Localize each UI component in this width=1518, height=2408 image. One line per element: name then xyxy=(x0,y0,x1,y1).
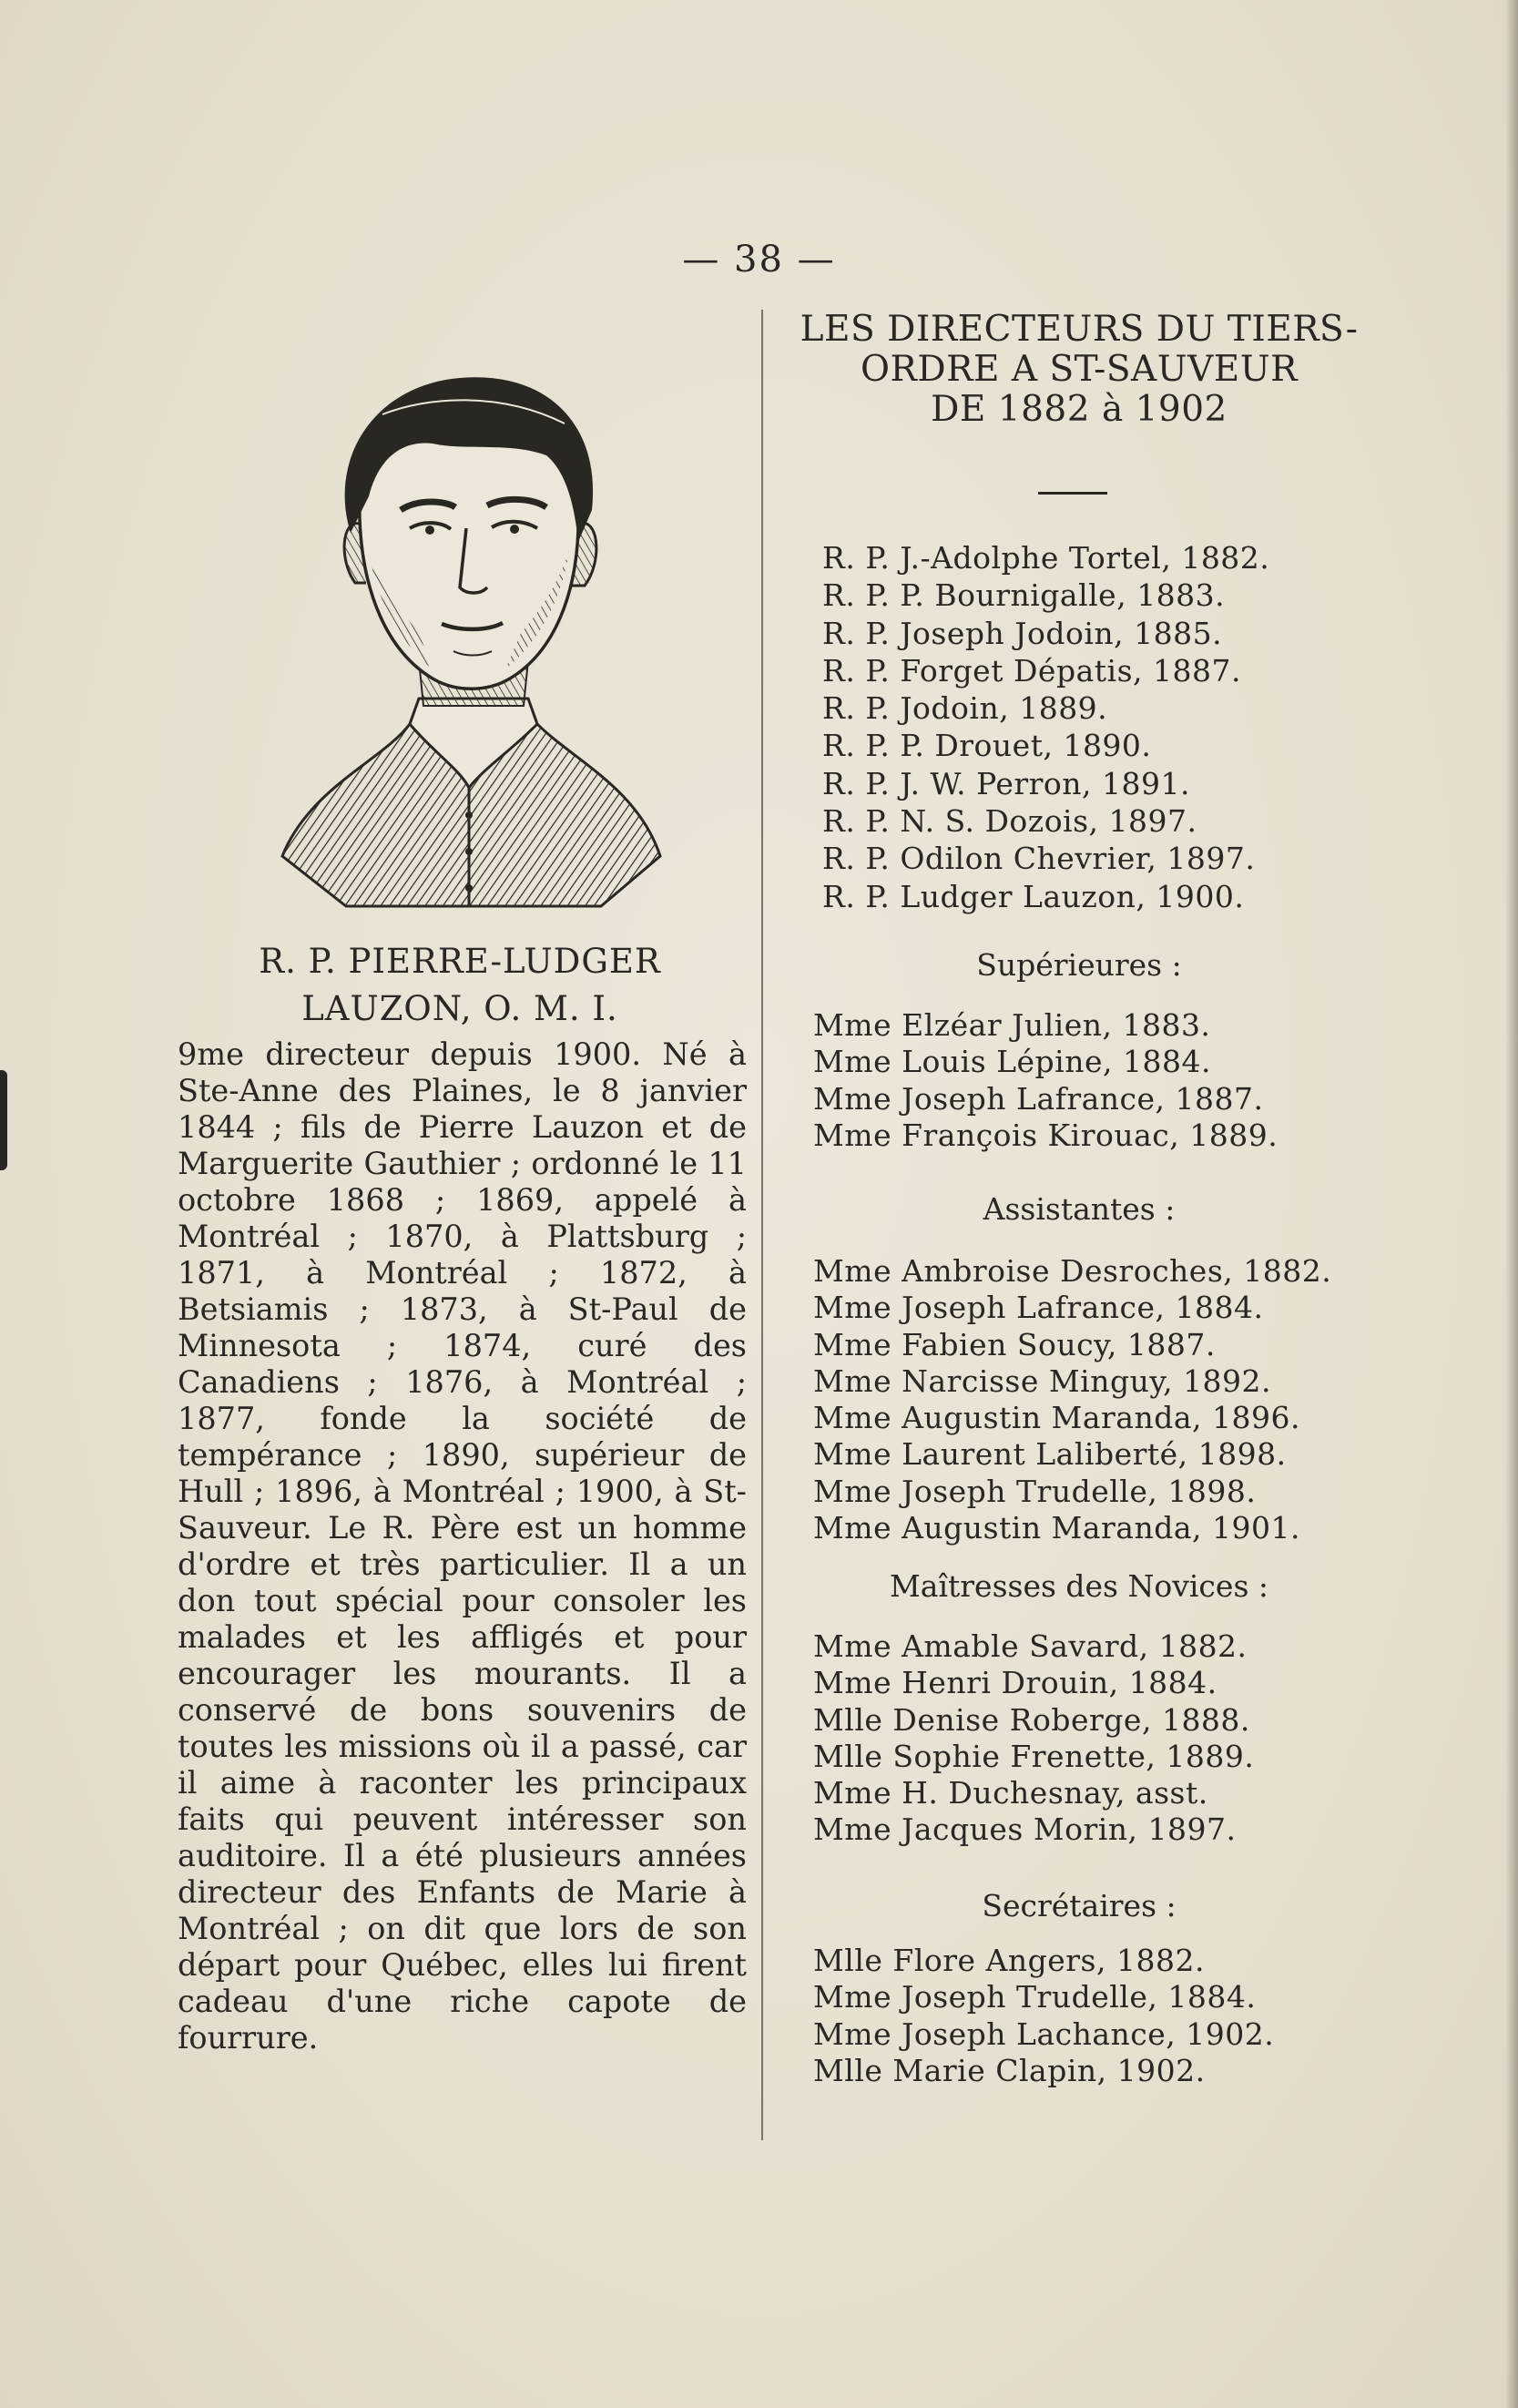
list-item: R. P. N. S. Dozois, 1897. xyxy=(822,803,1197,840)
list-item: Mme Augustin Maranda, 1901. xyxy=(813,1510,1300,1546)
list-item: Mme Joseph Lafrance, 1887. xyxy=(813,1080,1264,1117)
list-item: R. P. J.-Adolphe Tortel, 1882. xyxy=(822,540,1270,576)
list-item: Mme Joseph Trudelle, 1898. xyxy=(813,1473,1257,1509)
list-item: Mme Joseph Trudelle, 1884. xyxy=(813,1979,1257,2015)
list-item: Mme Joseph Lafrance, 1884. xyxy=(813,1290,1264,1326)
list-item: Mme Fabien Soucy, 1887. xyxy=(813,1326,1216,1362)
binding-mark xyxy=(0,1070,7,1170)
list-item: Mme Elzéar Julien, 1883. xyxy=(813,1007,1211,1043)
section-title-line: DE 1882 à 1902 xyxy=(931,389,1228,430)
list-item: Mme Augustin Maranda, 1896. xyxy=(813,1400,1300,1436)
secretaires-heading: Secrétaires : xyxy=(982,1888,1177,1923)
portrait-engraving-icon xyxy=(273,360,665,915)
list-item: Mme H. Duchesnay, asst. xyxy=(813,1775,1208,1811)
section-title-line: ORDRE A ST-SAUVEUR xyxy=(861,349,1298,390)
maitresses-list xyxy=(813,1628,1396,1849)
list-item: Mlle Flore Angers, 1882. xyxy=(813,1943,1205,1978)
list-item: Mme Joseph Lachance, 1902. xyxy=(813,2015,1275,2052)
list-item: R. P. Jodoin, 1889. xyxy=(822,690,1108,727)
directors-list xyxy=(822,539,1387,915)
list-item: R. P. Joseph Jodoin, 1885. xyxy=(822,615,1223,651)
portrait-caption: R. P. PIERRE-LUDGER LAUZON, O. M. I. xyxy=(259,942,661,1028)
list-item: R. P. P. Drouet, 1890. xyxy=(822,728,1152,764)
list-item: Mme Jacques Morin, 1897. xyxy=(813,1811,1237,1848)
list-item: Mlle Sophie Frenette, 1889. xyxy=(813,1738,1255,1774)
list-item: R. P. Ludger Lauzon, 1900. xyxy=(822,878,1245,914)
list-item: Mme Henri Drouin, 1884. xyxy=(813,1665,1217,1701)
page-edge-shadow xyxy=(1505,0,1518,2408)
column-divider xyxy=(761,310,763,2140)
assistantes-list xyxy=(813,1253,1396,1546)
section-title xyxy=(779,310,1380,430)
superieures-heading: Supérieures : xyxy=(976,947,1182,983)
list-item: Mlle Denise Roberge, 1888. xyxy=(813,1701,1250,1738)
biography-text: 9me directeur depuis 1900. Né à Ste-Anne des Plaines, le 8 janvier 1844 ; fils de Pierre Lauzon et de Marguerite Gauthier ; ordonné le 11 octobre 1868 ; 1869, appelé à Montréal ; 1870, à Plattsburg ; 1871, à Montréal ; 1872, à Betsiamis ; 1873, à St-Paul de Minnesota ; 1874, curé des Canadiens ; 1876, à Montréal ; 1877, fonde la société de tempérance ; 1890, supérieur de Hull ; 1896, à Montréal ; 1900, à St-Sauveur. Le R. Père est un homme d'ordre et très particulier. Il a un don tout spécial pour consoler les malades et les affligés et pour encourager les mourants. Il a conservé de bons souvenirs de toutes les missions où il a passé, car il aime à raconter les principaux faits qui peuvent intéresser son auditoire. Il a été plusieurs années directeur des Enfants de Marie à Montréal ; on dit que lors de son départ pour Québec, elles lui firent cadeau d'une riche capote de fourrure. xyxy=(178,1036,747,2056)
list-item: Mme Narcisse Minguy, 1892. xyxy=(813,1362,1272,1399)
page-number: — 38 — xyxy=(682,239,836,281)
maitresses-heading: Maîtresses des Novices : xyxy=(890,1568,1268,1604)
list-item: R. P. P. Bournigalle, 1883. xyxy=(822,577,1226,614)
list-item: Mme Laurent Laliberté, 1898. xyxy=(813,1436,1287,1473)
section-title-line: LES DIRECTEURS DU TIERS- xyxy=(800,309,1359,350)
list-item: Mme Amable Savard, 1882. xyxy=(813,1628,1248,1664)
list-item: R. P. J. W. Perron, 1891. xyxy=(822,765,1190,801)
list-item: R. P. Forget Dépatis, 1887. xyxy=(822,652,1241,689)
list-item: Mme François Kirouac, 1889. xyxy=(813,1117,1279,1153)
list-item: Mme Ambroise Desroches, 1882. xyxy=(813,1253,1332,1289)
secretaires-list xyxy=(813,1943,1396,2089)
list-item: Mlle Marie Clapin, 1902. xyxy=(813,2052,1206,2088)
list-item: R. P. Odilon Chevrier, 1897. xyxy=(822,841,1256,877)
superieures-list xyxy=(813,1007,1396,1154)
assistantes-heading: Assistantes : xyxy=(983,1191,1176,1227)
list-item: Mme Louis Lépine, 1884. xyxy=(813,1044,1211,1080)
title-rule xyxy=(1038,492,1107,495)
